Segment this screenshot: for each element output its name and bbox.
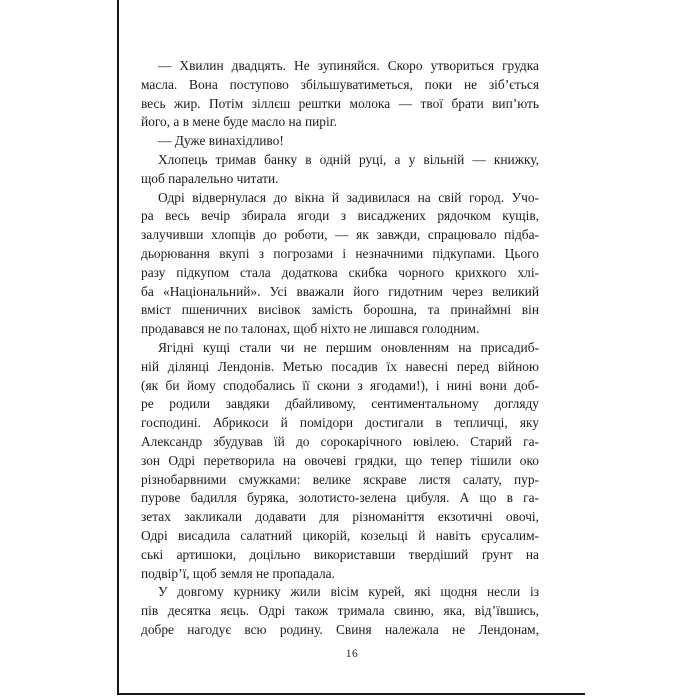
text-line: продавався не по талонах, щоб ніхто не лишався голодним. xyxy=(141,321,480,337)
text-line: зетах закликали додавати для різноманіття екзотичні овочі, xyxy=(141,509,539,525)
text-line: (як би йому сподобались її скони з ягодами!), і нині вони доб- xyxy=(141,377,539,393)
text-line: різнобарвними смужками: велике яскраве листя салату, пур- xyxy=(141,471,539,487)
text-line: ба «Національний». Усі вважали його гидотним через великий xyxy=(141,283,539,299)
page-edge-bottom-rule xyxy=(117,693,585,695)
text-line: залучивши хлопців до роботи, — як завжди, спрацювало підба- xyxy=(141,227,539,243)
text-line: разу підкупом стала додаткова скибка чорного крихкого хлі- xyxy=(141,264,539,280)
text-line: господині. Абрикоси й помідори достигали в тепличці, яку xyxy=(141,415,539,431)
text-line: пів десятка яєць. Одрі також тримала свиню, яка, від’ївшись, xyxy=(141,603,539,619)
text-line: дьорювання вкупі з погрозами і незначними підкупами. Цього xyxy=(141,245,539,261)
text-line: вміст пшеничних висівок замість борошна, та принаймні він xyxy=(141,302,539,318)
text-line: Хлопець тримав банку в одній руці, а у вільній — книжку, xyxy=(158,151,539,167)
text-line: Одрі відвернулася до вікна й задивилася на свій город. Учо- xyxy=(158,189,539,205)
text-line: Ягідні кущі стали чи не першим оновленням на присадиб- xyxy=(158,339,539,355)
text-line: ре родили завдяки дбайливому, сентиментальному догляду xyxy=(141,396,539,412)
page-text xyxy=(141,57,539,640)
text-line: зон Одрі перетворила на овочеві грядки, що тепер тішили око xyxy=(141,452,539,468)
text-line: ній ділянці Лендонів. Метью посадив їх навесні перед війною xyxy=(141,358,539,374)
text-line: пурове бадилля буряка, золотисто-зелена цибуля. А що в га- xyxy=(141,490,539,506)
text-line: ра весь вечір збирала ягоди з висаджених рядочком кущів, xyxy=(141,208,539,224)
text-line: його, а в мене буде масло на пиріг. xyxy=(141,114,338,130)
page-edge-vertical-rule xyxy=(117,0,119,695)
text-line: — Дуже винахідливо! xyxy=(158,133,284,149)
text-line: У довгому курнику жили вісім курей, які щодня несли із xyxy=(158,584,539,600)
text-line: масла. Вона поступово збільшуватиметься, поки не зіб’ється xyxy=(141,76,539,92)
page-number: 16 xyxy=(345,648,359,660)
text-line: Одрі висадила салатний цикорій, козельці й навіть єрусалим- xyxy=(141,527,539,543)
text-line: добре нагодує всю родину. Свиня належала не Лендонам, xyxy=(141,621,539,637)
text-line: весь жир. Потім зіллєш рештки молока — твої брати вип’ють xyxy=(141,95,539,111)
text-line: ські артишоки, доцільно використавши твердіший ґрунт на xyxy=(141,546,539,562)
text-line: подвір’ї, щоб земля не пропадала. xyxy=(141,565,335,581)
text-line: — Хвилин двадцять. Не зупиняйся. Скоро утвориться грудка xyxy=(158,58,539,73)
text-line: Александр збудував їй до сорокарічного ювілею. Старий га- xyxy=(141,433,539,449)
text-line: щоб паралельно читати. xyxy=(141,170,279,186)
